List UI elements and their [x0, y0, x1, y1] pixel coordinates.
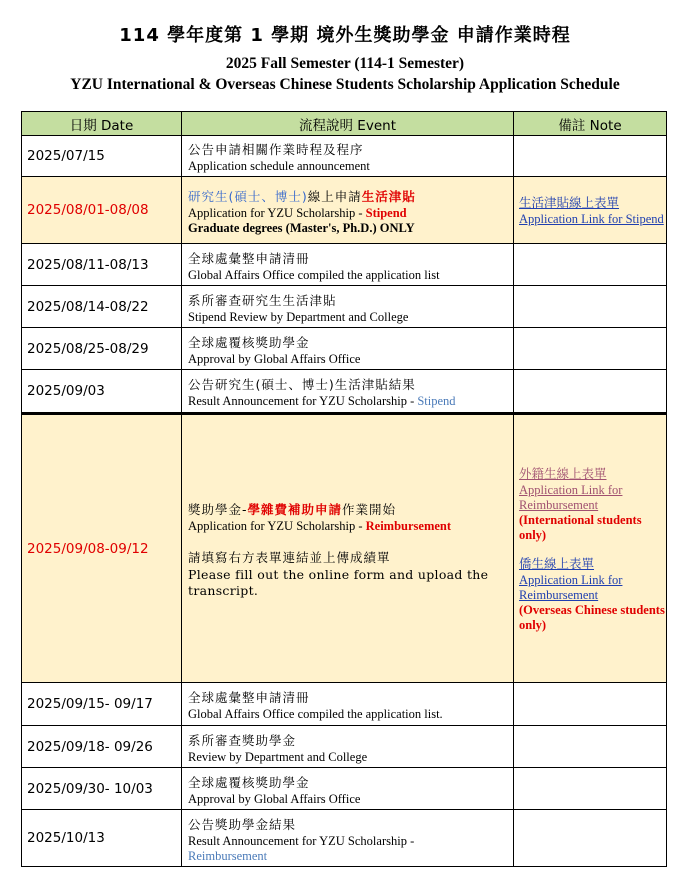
event-en-keyword: Reimbursement — [188, 848, 268, 863]
event-zh: 全球處彙整申請清冊 — [188, 690, 310, 705]
table-row — [22, 726, 667, 768]
row-event — [182, 328, 514, 370]
row-note — [514, 414, 667, 683]
overseas-form-link-zh[interactable]: 僑生線上表單 — [519, 555, 595, 571]
event-zh — [188, 187, 513, 206]
row-note — [514, 370, 667, 414]
event-zh-text: 獎助學金- — [188, 502, 248, 517]
row-event — [182, 726, 514, 768]
table-row — [22, 328, 667, 370]
event-zh: 公告申請相關作業時程及程序 — [188, 142, 364, 157]
row-event — [182, 244, 514, 286]
row-note — [514, 177, 667, 244]
page-subtitle-semester: 2025 Fall Semester (114-1 Semester) — [225, 55, 465, 72]
event-zh: 系所審查獎助學金 — [188, 732, 297, 748]
stipend-form-link-en[interactable]: Application Link for Stipend — [519, 211, 664, 226]
header-date: 日期 Date — [22, 112, 182, 136]
row-note — [514, 768, 667, 810]
row-event — [182, 286, 514, 328]
row-note — [514, 244, 667, 286]
event-en — [188, 206, 513, 221]
event-zh: 全球處覆核獎助學金 — [188, 334, 310, 350]
event-zh-highlight: 研究生(碩士、博士) — [188, 188, 308, 204]
row-event — [182, 414, 514, 683]
header-event: 流程說明 Event — [182, 112, 514, 136]
page-subtitle-en: YZU International & Overseas Chinese Students Scholarship Application Schedule — [70, 76, 620, 93]
event-en: Global Affairs Office compiled the application list. — [188, 707, 443, 721]
row-date: 2025/08/14-08/22 — [22, 286, 182, 328]
event-zh-keyword: 學雜費補助申請 — [247, 502, 343, 517]
event-en: Global Affairs Office compiled the application list — [188, 267, 440, 282]
overseas-form-link-en[interactable]: Application Link for Reimbursement — [519, 572, 623, 602]
table-row — [22, 177, 667, 244]
row-date: 2025/09/08-09/12 — [22, 414, 182, 683]
row-event — [182, 683, 514, 726]
row-note — [514, 286, 667, 328]
event-en: Review by Department and College — [188, 749, 368, 764]
table-row — [22, 286, 667, 328]
event-zh-text: 線上申請 — [307, 188, 362, 204]
row-note — [514, 810, 667, 867]
row-date: 2025/08/25-08/29 — [22, 328, 182, 370]
event-zh: 公告研究生(碩士、博士)生活津貼結果 — [188, 377, 416, 392]
event-en: Approval by Global Affairs Office — [188, 791, 361, 806]
event-en: Application schedule announcement — [188, 159, 370, 173]
row-date: 2025/10/13 — [22, 810, 182, 867]
row-date: 2025/07/15 — [22, 136, 182, 177]
intl-form-link-zh[interactable]: 外籍生線上表單 — [519, 465, 607, 481]
table-row — [22, 768, 667, 810]
event-en-keyword: Stipend — [365, 205, 407, 220]
intl-note: (International students only) — [519, 512, 642, 542]
event-en-text: Application for YZU Scholarship - — [188, 519, 366, 533]
row-note — [514, 683, 667, 726]
table-header-row — [22, 112, 667, 136]
overseas-note: (Overseas Chinese students only) — [519, 602, 665, 632]
event-zh-keyword: 生活津貼 — [361, 188, 416, 204]
row-event — [182, 810, 514, 867]
row-note — [514, 726, 667, 768]
table-row — [22, 414, 667, 683]
event-en-keyword: Stipend — [417, 394, 456, 408]
row-event — [182, 136, 514, 177]
table-row — [22, 683, 667, 726]
row-date: 2025/09/30- 10/03 — [22, 768, 182, 810]
event-en — [188, 519, 513, 534]
table-row — [22, 810, 667, 867]
intl-form-link-en[interactable]: Application Link for Reimbursement — [519, 482, 623, 512]
event-en: Result Announcement for YZU Scholarship - — [188, 833, 415, 848]
event-zh: 公告獎助學金結果 — [188, 816, 297, 832]
table-row — [22, 370, 667, 414]
table-row — [22, 136, 667, 177]
event-en — [188, 394, 513, 409]
row-date: 2025/09/15- 09/17 — [22, 683, 182, 726]
event-en-text: Result Announcement for YZU Scholarship - — [188, 394, 418, 408]
row-date: 2025/08/11-08/13 — [22, 244, 182, 286]
event-en: Approval by Global Affairs Office — [188, 351, 361, 366]
event-zh — [188, 500, 513, 519]
event-zh-text-end: 作業開始 — [342, 502, 397, 517]
row-date: 2025/08/01-08/08 — [22, 177, 182, 244]
event-en-text: Application for YZU Scholarship - — [188, 205, 366, 220]
row-event — [182, 768, 514, 810]
event-zh: 全球處覆核獎助學金 — [188, 774, 310, 790]
event-en-keyword: Reimbursement — [365, 519, 452, 533]
event-en-restriction: Graduate degrees (Master's, Ph.D.) ONLY — [188, 220, 415, 235]
instruction-en: Please fill out the online form and upload the transcript. — [188, 567, 489, 598]
row-note — [514, 136, 667, 177]
table-row — [22, 244, 667, 286]
stipend-form-link-zh[interactable]: 生活津貼線上表單 — [519, 194, 620, 210]
event-zh: 全球處彙整申請清冊 — [188, 250, 310, 266]
row-date: 2025/09/03 — [22, 370, 182, 414]
row-note — [514, 328, 667, 370]
schedule-table — [21, 111, 667, 867]
event-en: Stipend Review by Department and College — [188, 309, 409, 324]
page-title-zh: 114 學年度第 1 學期 境外生獎助學金 申請作業時程 — [119, 25, 571, 46]
event-zh: 系所審查研究生生活津貼 — [188, 292, 337, 308]
row-date: 2025/09/18- 09/26 — [22, 726, 182, 768]
instruction-zh: 請填寫右方表單連結並上傳成績單 — [188, 550, 391, 565]
row-event — [182, 177, 514, 244]
header-note: 備註 Note — [514, 112, 667, 136]
row-event — [182, 370, 514, 414]
